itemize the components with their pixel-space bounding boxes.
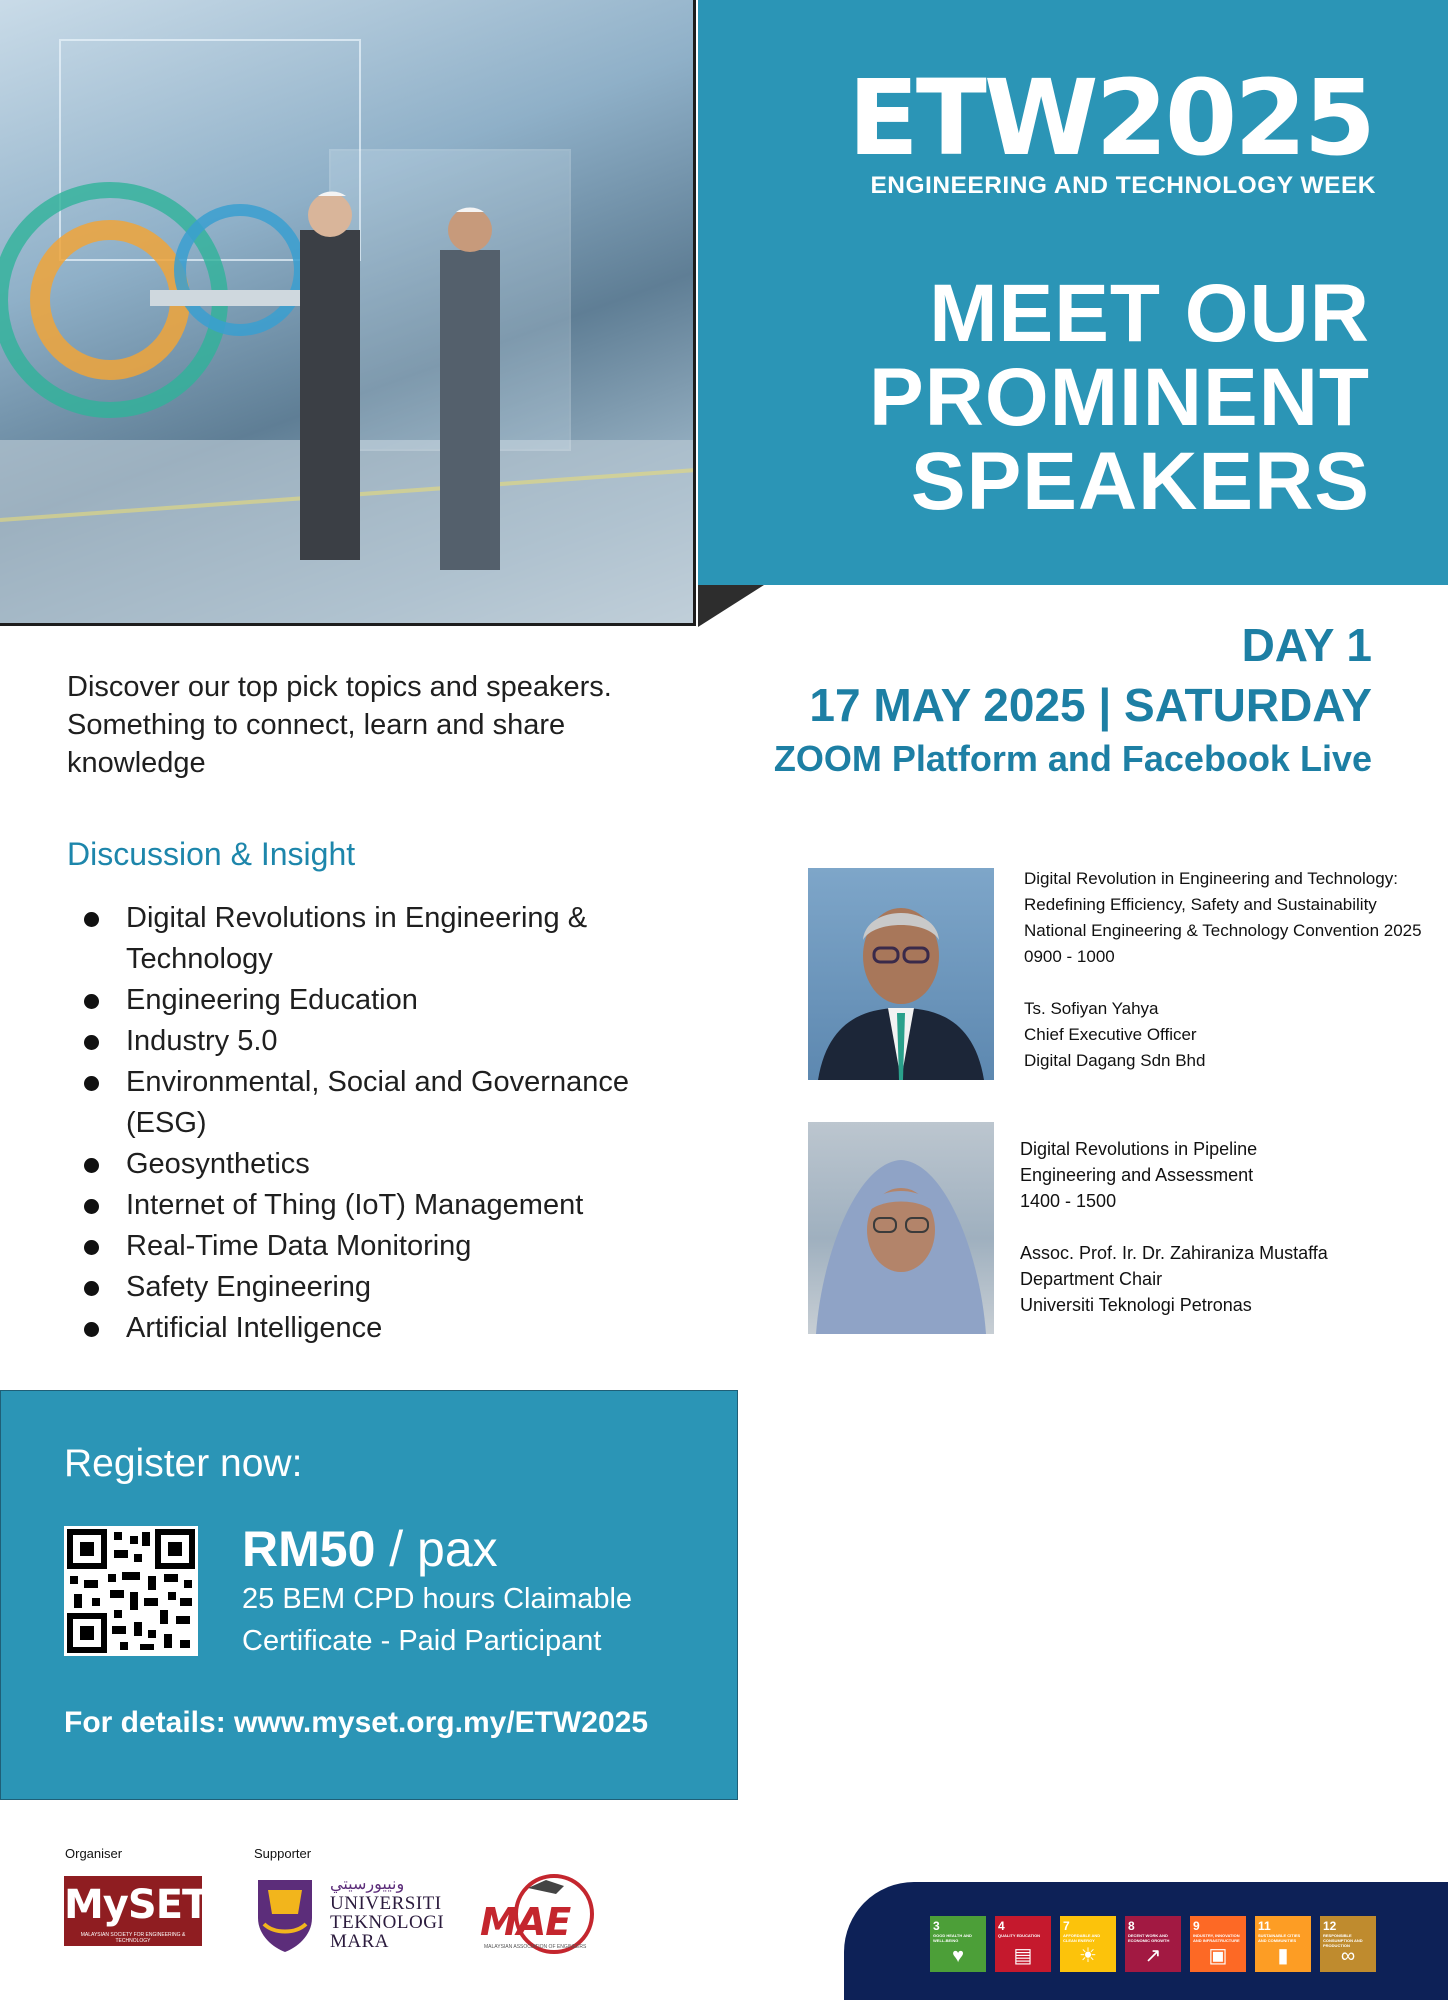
speaker-organisation: Universiti Teknologi Petronas bbox=[1020, 1295, 1252, 1315]
topics-title: Discussion & Insight bbox=[67, 836, 356, 872]
sdg-goal-label: INDUSTRY, INNOVATION AND INFRASTRUCTURE bbox=[1193, 1933, 1240, 1943]
topic-label: Environmental, Social and Governance (ESG) bbox=[126, 1066, 629, 1139]
sdg-goal-number: 12 bbox=[1323, 1919, 1337, 1933]
infinity-icon: ∞ bbox=[1340, 1945, 1356, 1967]
uitm-name-line: MARA bbox=[330, 1931, 390, 1952]
speaker-photo-sofiyan-yahya bbox=[808, 868, 994, 1080]
headline-line: SPEAKERS bbox=[910, 436, 1370, 527]
bullet-icon bbox=[84, 1076, 99, 1091]
bullet-icon bbox=[84, 912, 99, 927]
certificate-note: Certificate - Paid Participant bbox=[242, 1625, 602, 1657]
speaker-organisation: Digital Dagang Sdn Bhd bbox=[1024, 1051, 1206, 1070]
sdg-goal-11 bbox=[1255, 1916, 1311, 1972]
bullet-icon bbox=[84, 1199, 99, 1214]
uitm-name bbox=[330, 1894, 444, 1951]
sdg-goal-label: RESPONSIBLE CONSUMPTION AND PRODUCTION bbox=[1323, 1933, 1363, 1948]
cpd-hours: 25 BEM CPD hours Claimable bbox=[242, 1583, 633, 1615]
etw-logo-subtitle: ENGINEERING AND TECHNOLOGY WEEK bbox=[870, 172, 1376, 199]
speaker-photo-zahiraniza-mustaffa bbox=[808, 1122, 994, 1334]
price bbox=[242, 1520, 498, 1578]
mae-logo bbox=[476, 1870, 606, 1960]
uitm-crest-icon bbox=[254, 1874, 316, 1954]
register-title: Register now: bbox=[64, 1442, 303, 1485]
bullet-icon bbox=[84, 994, 99, 1009]
book-icon: ▤ bbox=[1013, 1945, 1033, 1967]
bullet-icon bbox=[84, 1158, 99, 1173]
bullet-icon bbox=[84, 1322, 99, 1337]
bullet-icon bbox=[84, 1240, 99, 1255]
sdg-goal-7 bbox=[1060, 1916, 1116, 1972]
growth-chart-icon: ↗ bbox=[1144, 1945, 1162, 1967]
headline bbox=[750, 268, 1370, 527]
list-item bbox=[70, 1226, 690, 1267]
register-benefits bbox=[242, 1578, 632, 1662]
sdg-goal-number: 7 bbox=[1063, 1919, 1070, 1933]
uitm-name-line: UNIVERSITI bbox=[330, 1893, 442, 1914]
sdg-goal-3 bbox=[930, 1916, 986, 1972]
organiser-label: Organiser bbox=[65, 1846, 123, 1861]
session-topic: Engineering and Assessment bbox=[1020, 1165, 1254, 1185]
sdg-goal-number: 8 bbox=[1128, 1919, 1135, 1933]
price-unit: / pax bbox=[375, 1521, 498, 1577]
price-amount: RM50 bbox=[242, 1521, 376, 1577]
list-item bbox=[70, 898, 690, 980]
speaker-portrait bbox=[808, 868, 994, 1080]
intro-text: Discover our top pick topics and speakers. Something to connect, learn and share knowledge bbox=[67, 671, 612, 779]
sdg-goal-label: QUALITY EDUCATION bbox=[998, 1933, 1041, 1938]
mae-tagline: MALAYSIAN ASSOCIATION OF ENGINEERS bbox=[484, 1944, 587, 1950]
mae-logo-text: MAE bbox=[480, 1900, 571, 1944]
speaker-portrait bbox=[808, 1122, 994, 1334]
hero-photo bbox=[0, 0, 696, 626]
topic-label: Real-Time Data Monitoring bbox=[126, 1230, 472, 1262]
cubes-icon: ▣ bbox=[1208, 1945, 1228, 1967]
header-fold-shape bbox=[698, 585, 764, 627]
sdg-goal-9 bbox=[1190, 1916, 1246, 1972]
list-item bbox=[70, 980, 690, 1021]
session-topic: National Engineering & Technology Convention 2025 bbox=[1024, 921, 1422, 940]
event-date: 17 MAY 2025 | SATURDAY bbox=[809, 679, 1372, 731]
heartbeat-icon: ♥ bbox=[952, 1945, 964, 1967]
sdg-goal-number: 3 bbox=[933, 1919, 940, 1933]
etw-logo: ETW2025 bbox=[847, 57, 1373, 179]
myset-logo-text: MySET bbox=[64, 1882, 209, 1928]
speaker-title: Chief Executive Officer bbox=[1024, 1025, 1197, 1044]
session-topic: Digital Revolutions in Pipeline bbox=[1020, 1139, 1258, 1159]
topic-label: Digital Revolutions in Engineering & Technology bbox=[126, 902, 588, 975]
bullet-icon bbox=[84, 1035, 99, 1050]
topic-label: Engineering Education bbox=[126, 984, 418, 1016]
list-item bbox=[70, 1308, 690, 1349]
topics-list bbox=[70, 898, 690, 1349]
list-item bbox=[70, 1144, 690, 1185]
sdg-goal-number: 11 bbox=[1258, 1919, 1271, 1933]
myset-tagline: MALAYSIAN SOCIETY FOR ENGINEERING & TECHNOLOGY bbox=[80, 1932, 186, 1944]
topic-label: Industry 5.0 bbox=[126, 1025, 278, 1057]
speaker-name: Ts. Sofiyan Yahya bbox=[1024, 999, 1159, 1018]
headline-line: MEET OUR bbox=[929, 268, 1370, 359]
hero-illustration bbox=[0, 0, 696, 626]
speaker-card-1 bbox=[1024, 866, 1434, 1074]
session-time: 1400 - 1500 bbox=[1020, 1191, 1117, 1211]
headline-line: PROMINENT bbox=[869, 352, 1370, 443]
list-item bbox=[70, 1267, 690, 1308]
details-link[interactable]: For details: www.myset.org.my/ETW2025 bbox=[64, 1706, 649, 1739]
sdg-goal-label: SUSTAINABLE CITIES AND COMMUNITIES bbox=[1258, 1933, 1301, 1943]
speaker-card-2 bbox=[1020, 1136, 1430, 1318]
sdg-goal-label: DECENT WORK AND ECONOMIC GROWTH bbox=[1128, 1933, 1170, 1943]
registration-qr-code[interactable] bbox=[64, 1526, 198, 1656]
session-topic: Digital Revolution in Engineering and Technology: bbox=[1024, 869, 1398, 888]
list-item bbox=[70, 1062, 690, 1144]
list-item bbox=[70, 1021, 690, 1062]
speaker-name: Assoc. Prof. Ir. Dr. Zahiraniza Mustaffa bbox=[1020, 1243, 1328, 1263]
uitm-name-line: TEKNOLOGI bbox=[330, 1912, 445, 1933]
topic-label: Safety Engineering bbox=[126, 1271, 372, 1303]
myset-logo bbox=[64, 1876, 209, 1946]
speaker-title: Department Chair bbox=[1020, 1269, 1163, 1289]
sdg-goal-number: 4 bbox=[998, 1919, 1005, 1933]
sdg-goal-12 bbox=[1320, 1916, 1376, 1972]
topic-label: Geosynthetics bbox=[126, 1148, 310, 1180]
bullet-icon bbox=[84, 1281, 99, 1296]
sun-icon: ☀ bbox=[1079, 1945, 1097, 1967]
event-venue: ZOOM Platform and Facebook Live bbox=[773, 738, 1372, 779]
supporter-label: Supporter bbox=[254, 1846, 312, 1861]
session-topic: Redefining Efficiency, Safety and Sustainability bbox=[1024, 895, 1377, 914]
event-day: DAY 1 bbox=[1241, 619, 1372, 671]
session-time: 0900 - 1000 bbox=[1024, 947, 1115, 966]
sdg-goal-number: 9 bbox=[1193, 1919, 1200, 1933]
sdg-goal-label: AFFORDABLE AND CLEAN ENERGY bbox=[1063, 1933, 1101, 1943]
uitm-jawi-script: ونييورسيتي bbox=[330, 1874, 405, 1893]
list-item bbox=[70, 1185, 690, 1226]
topic-label: Artificial Intelligence bbox=[126, 1312, 383, 1344]
sdg-goal-label: GOOD HEALTH AND WELL-BEING bbox=[933, 1933, 972, 1943]
sdg-goal-4 bbox=[995, 1916, 1051, 1972]
city-icon: ▮ bbox=[1277, 1945, 1289, 1967]
sdg-goal-8 bbox=[1125, 1916, 1181, 1972]
qr-code-icon bbox=[64, 1526, 198, 1656]
topic-label: Internet of Thing (IoT) Management bbox=[126, 1189, 584, 1221]
